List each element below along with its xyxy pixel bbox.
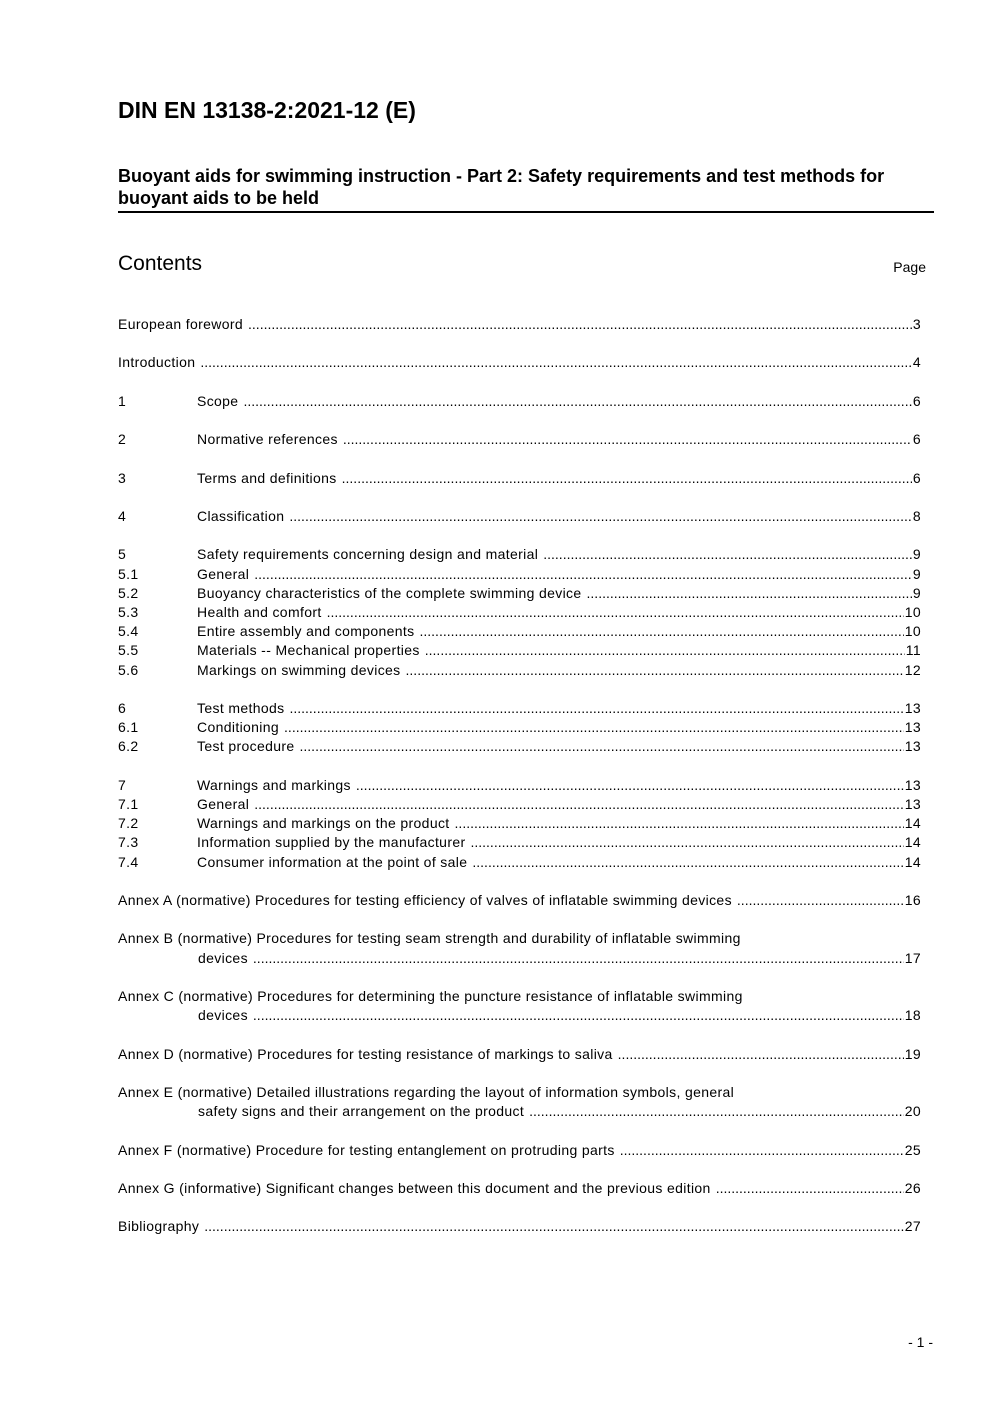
toc-dot-leader <box>342 469 912 488</box>
toc-entry[interactable] <box>118 1083 921 1121</box>
toc-dot-leader <box>248 315 912 334</box>
toc-entry[interactable] <box>118 469 921 488</box>
toc-entry-page: 11 <box>905 642 921 659</box>
toc-dot-leader <box>300 737 904 756</box>
toc-entry-number: 1 <box>118 392 127 409</box>
toc-entry-page: 14 <box>904 834 921 851</box>
toc-entry-page: 6 <box>912 431 921 448</box>
toc-entry-title: Annex G (informative) Significant changes between this document and the previous edition <box>118 1179 711 1196</box>
toc-entry-page: 13 <box>904 719 921 736</box>
toc-dot-leader <box>343 430 912 449</box>
toc-entry-page: 13 <box>904 699 921 716</box>
toc-entry[interactable] <box>118 641 921 660</box>
toc-entry[interactable] <box>118 795 921 814</box>
toc-dot-leader <box>243 392 911 411</box>
toc-entry-page: 9 <box>912 584 921 601</box>
toc-entry-number: 7.2 <box>118 815 139 832</box>
toc-entry-title: Classification <box>197 507 285 524</box>
toc-entry-title: European foreword <box>118 316 244 332</box>
document-subtitle: Buoyant aids for swimming instruction - Part 2: Safety requirements and test methods for buoyant aids to be held <box>118 165 934 213</box>
toc-entry-page: 19 <box>904 1045 921 1062</box>
toc-entry-title-continued: devices <box>198 949 248 966</box>
toc-entry[interactable] <box>118 622 921 641</box>
toc-entry-title: Annex B (normative) Procedures for testing seam strength and durability of inflatable swimming <box>118 930 741 947</box>
toc-dot-leader <box>254 565 912 584</box>
toc-entry-number: 6.2 <box>118 738 139 755</box>
toc-entry-number: 2 <box>118 431 127 448</box>
toc-entry-title: Scope <box>197 392 239 409</box>
toc-entry[interactable] <box>118 603 921 622</box>
toc-entry-number: 5.4 <box>118 623 139 640</box>
toc-dot-leader <box>620 1141 904 1160</box>
toc-entry[interactable] <box>118 545 921 564</box>
toc-entry-page: 14 <box>904 815 921 832</box>
toc-entry[interactable] <box>118 584 921 603</box>
toc-entry[interactable] <box>118 891 921 910</box>
contents-heading: Contents <box>118 252 203 275</box>
toc-entry[interactable] <box>118 315 921 334</box>
toc-entry-page: 10 <box>904 623 921 640</box>
toc-entry-title: Annex A (normative) Procedures for testing efficiency of valves of inflatable swimming devices <box>118 891 732 908</box>
toc-dot-leader <box>253 949 904 968</box>
toc-entry[interactable] <box>118 699 921 718</box>
toc-entry-page: 13 <box>904 738 921 755</box>
toc-entry-page: 6 <box>912 469 921 486</box>
toc-entry-number: 5.6 <box>118 661 139 678</box>
toc-entry[interactable] <box>118 661 921 680</box>
toc-entry[interactable] <box>118 814 921 833</box>
document-title: DIN EN 13138-2:2021-12 (E) <box>118 97 416 123</box>
toc-dot-leader <box>254 795 903 814</box>
toc-entry-title: Annex F (normative) Procedure for testing entanglement on protruding parts <box>118 1141 615 1158</box>
toc-dot-leader <box>472 853 903 872</box>
toc-entry-number: 5.2 <box>118 584 139 601</box>
toc-entry-title: Terms and definitions <box>197 469 337 486</box>
toc-dot-leader <box>587 584 912 603</box>
toc-entry-title: Test methods <box>197 699 285 716</box>
toc-entry-number: 4 <box>118 507 127 524</box>
toc-dot-leader <box>737 891 904 910</box>
toc-entry-page: 13 <box>904 776 921 793</box>
toc-entry-title: Bibliography <box>118 1218 200 1235</box>
toc-entry-page: 18 <box>904 1007 921 1024</box>
toc-entry[interactable] <box>118 430 921 449</box>
toc-entry-number: 5.5 <box>118 642 139 659</box>
toc-entry-page: 3 <box>912 316 921 332</box>
toc-entry-title: Annex D (normative) Procedures for testing resistance of markings to saliva <box>118 1045 613 1062</box>
toc-dot-leader <box>204 1217 903 1236</box>
toc-dot-leader <box>470 833 903 852</box>
toc-dot-leader <box>420 622 904 641</box>
toc-entry[interactable] <box>118 718 921 737</box>
toc-entry-title: Health and comfort <box>197 603 322 620</box>
toc-entry-title: Annex E (normative) Detailed illustrations regarding the layout of information symbols, general <box>118 1083 735 1100</box>
toc-entry-title: Markings on swimming devices <box>197 661 401 678</box>
toc-entry-number: 5.3 <box>118 603 139 620</box>
toc-entry[interactable] <box>118 929 921 967</box>
toc-entry-title: Introduction <box>118 354 196 371</box>
toc-entry[interactable] <box>118 392 921 411</box>
toc-entry-title-continued: safety signs and their arrangement on the product <box>198 1103 525 1120</box>
toc-entry-title: Entire assembly and components <box>197 623 415 640</box>
toc-entry-title: Annex C (normative) Procedures for determining the puncture resistance of inflatable swimming <box>118 987 743 1004</box>
toc-dot-leader <box>455 814 904 833</box>
toc-entry[interactable] <box>118 1045 921 1064</box>
toc-entry[interactable] <box>118 565 921 584</box>
toc-dot-leader <box>289 507 911 526</box>
toc-entry-number: 7 <box>118 776 127 793</box>
toc-entry-page: 13 <box>904 795 921 812</box>
toc-dot-leader <box>716 1179 904 1198</box>
toc-entry-page: 17 <box>904 949 921 966</box>
toc-entry[interactable] <box>118 737 921 756</box>
toc-entry-page: 16 <box>904 891 921 908</box>
toc-entry[interactable] <box>118 1217 921 1236</box>
toc-entry-number: 6.1 <box>118 719 139 736</box>
toc-entry[interactable] <box>118 853 921 872</box>
toc-entry-title: Buoyancy characteristics of the complete swimming device <box>197 584 582 601</box>
toc-entry[interactable] <box>118 1179 921 1198</box>
toc-entry[interactable] <box>118 507 921 526</box>
toc-entry-number: 7.4 <box>118 853 139 870</box>
toc-entry-title: General <box>197 795 250 812</box>
toc-entry[interactable] <box>118 776 921 795</box>
toc-entry-title: Warnings and markings on the product <box>197 815 450 832</box>
toc-entry-title: Conditioning <box>197 719 280 736</box>
toc-entry[interactable] <box>118 1141 921 1160</box>
toc-entry-title: General <box>197 565 250 582</box>
toc-entry-title: Consumer information at the point of sale <box>197 853 468 870</box>
toc-dot-leader <box>356 776 904 795</box>
toc-entry-page: 14 <box>904 853 921 870</box>
toc-entry-page: 10 <box>904 603 921 620</box>
toc-entry-page: 4 <box>912 354 921 371</box>
toc-entry-page: 27 <box>904 1218 921 1235</box>
toc-entry-title: Test procedure <box>197 738 295 755</box>
toc-entry-page: 9 <box>912 565 921 582</box>
toc-entry-title: Materials -- Mechanical properties <box>197 642 420 659</box>
toc-entry-page: 20 <box>904 1103 921 1120</box>
toc-entry-page: 8 <box>912 507 921 524</box>
toc-dot-leader <box>425 641 905 660</box>
toc-entry-title: Normative references <box>197 431 338 448</box>
toc-entry-number: 5.1 <box>118 565 139 582</box>
toc-entry-number: 7.1 <box>118 795 139 812</box>
toc-entry-page: 9 <box>912 546 921 563</box>
toc-entry-number: 5 <box>118 546 127 563</box>
page-number: - 1 - <box>908 1334 933 1350</box>
toc-dot-leader <box>529 1102 904 1121</box>
toc-dot-leader <box>543 545 912 564</box>
toc-entry-number: 6 <box>118 699 127 716</box>
toc-dot-leader <box>618 1045 904 1064</box>
toc-entry-page: 25 <box>904 1141 921 1158</box>
toc-dot-leader <box>289 699 903 718</box>
toc-entry[interactable] <box>118 833 921 852</box>
toc-dot-leader <box>406 661 904 680</box>
toc-entry[interactable] <box>118 353 921 372</box>
toc-entry-number: 3 <box>118 469 127 486</box>
toc-entry-title-continued: devices <box>198 1007 248 1024</box>
toc-dot-leader <box>327 603 904 622</box>
toc-entry-title: Information supplied by the manufacturer <box>197 834 466 851</box>
toc-entry-page: 26 <box>904 1179 921 1196</box>
toc-entry-title: Safety requirements concerning design and material <box>197 546 539 563</box>
page-column-heading: Page <box>893 259 926 275</box>
table-of-contents <box>118 315 921 1237</box>
toc-entry[interactable] <box>118 987 921 1025</box>
toc-dot-leader <box>284 718 904 737</box>
toc-entry-number: 7.3 <box>118 834 139 851</box>
toc-dot-leader <box>253 1006 904 1025</box>
toc-entry-title: Warnings and markings <box>197 776 351 793</box>
toc-dot-leader <box>200 353 912 372</box>
toc-entry-page: 12 <box>904 661 921 678</box>
toc-entry-page: 6 <box>912 392 921 409</box>
